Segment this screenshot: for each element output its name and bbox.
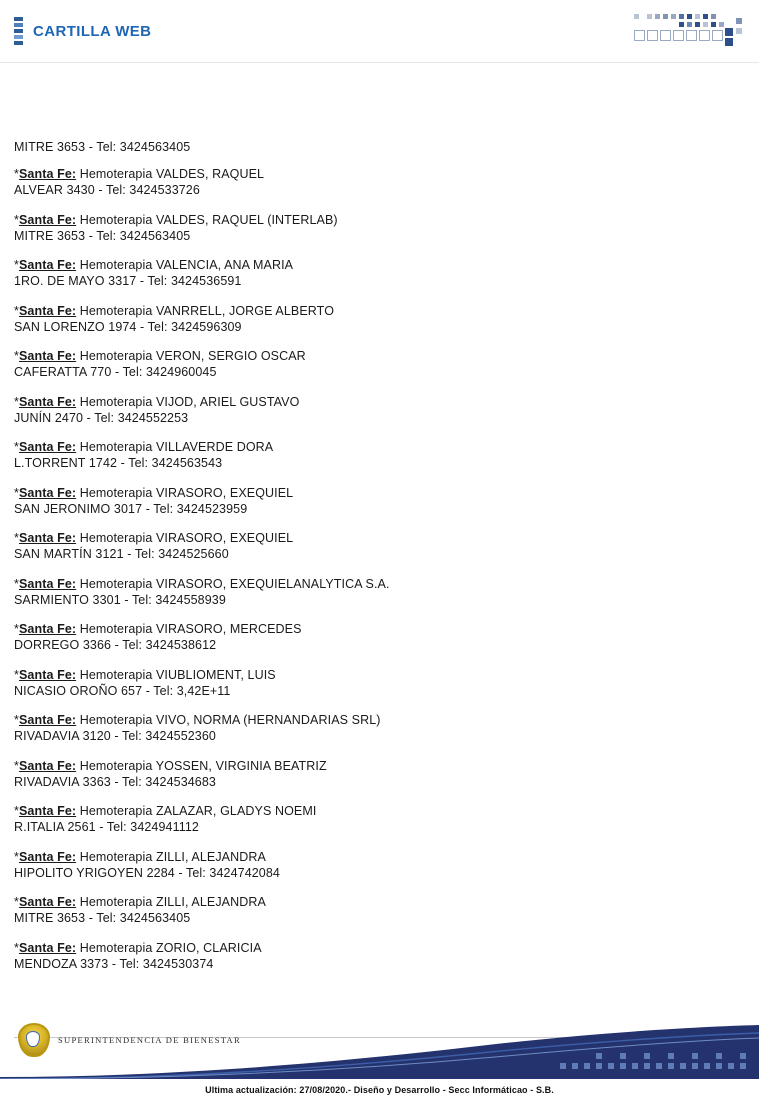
province-label: Santa Fe:	[18, 531, 77, 545]
provider-name: Hemoterapia ZILLI, ALEJANDRA	[79, 895, 266, 909]
provider-name-line	[14, 303, 745, 319]
footer-logo	[18, 1023, 241, 1057]
provider-name: Hemoterapia ZALAZAR, GLADYS NOEMI	[79, 804, 317, 818]
list-item	[14, 894, 745, 927]
provider-name-line	[14, 803, 745, 819]
province-label: Santa Fe:	[18, 303, 77, 318]
list-item	[14, 485, 745, 518]
asterisk-marker: *	[14, 394, 19, 409]
list-item	[14, 940, 745, 973]
asterisk-marker: *	[14, 713, 19, 727]
provider-address: SARMIENTO 3301 - Tel: 3424558939	[14, 592, 226, 607]
province-label: Santa Fe:	[18, 394, 77, 409]
asterisk-marker: *	[14, 303, 19, 318]
provider-name-line	[14, 257, 745, 273]
list-item	[14, 439, 745, 472]
provider-name: Hemoterapia VERON, SERGIO OSCAR	[79, 349, 306, 363]
province-label: Santa Fe:	[18, 667, 77, 682]
provider-address: ALVEAR 3430 - Tel: 3424533726	[14, 183, 200, 197]
page-title: CARTILLA WEB	[33, 22, 152, 40]
provider-name: Hemoterapia ZORIO, CLARICIA	[79, 940, 262, 955]
provider-name-line	[14, 530, 745, 546]
asterisk-marker: *	[14, 576, 19, 591]
provider-address: CAFERATTA 770 - Tel: 3424960045	[14, 365, 217, 379]
asterisk-marker: *	[14, 622, 19, 636]
list-item	[14, 166, 745, 199]
asterisk-marker: *	[14, 167, 19, 181]
list-item	[14, 803, 745, 836]
asterisk-marker: *	[14, 667, 19, 682]
province-label: Santa Fe:	[18, 485, 77, 500]
province-label: Santa Fe:	[18, 167, 77, 181]
provider-address: R.ITALIA 2561 - Tel: 3424941112	[14, 820, 199, 834]
provider-address: 1RO. DE MAYO 3317 - Tel: 3424536591	[14, 274, 242, 288]
provider-name-line	[14, 576, 745, 592]
asterisk-marker: *	[14, 940, 19, 955]
page-header	[0, 0, 759, 63]
asterisk-marker: *	[14, 804, 19, 818]
asterisk-marker: *	[14, 758, 19, 773]
province-label: Santa Fe:	[18, 258, 77, 272]
asterisk-marker: *	[14, 349, 19, 363]
list-item	[14, 621, 745, 654]
list-item	[14, 712, 745, 745]
provider-address: MITRE 3653 - Tel: 3424563405	[14, 911, 191, 925]
provider-address: L.TORRENT 1742 - Tel: 3424563543	[14, 456, 223, 470]
provider-name: Hemoterapia ZILLI, ALEJANDRA	[79, 849, 266, 864]
provider-address: RIVADAVIA 3363 - Tel: 3424534683	[14, 774, 216, 789]
provider-name-line	[14, 485, 745, 501]
provider-name-line	[14, 348, 745, 364]
continuation-address-line: MITRE 3653 - Tel: 3424563405	[14, 140, 191, 154]
province-label: Santa Fe:	[18, 895, 77, 909]
provider-name: Hemoterapia VANRRELL, JORGE ALBERTO	[79, 303, 335, 318]
provider-name-line	[14, 940, 745, 956]
provider-address: MITRE 3653 - Tel: 3424563405	[14, 228, 191, 243]
footer-credit-bar	[0, 1079, 759, 1101]
province-label: Santa Fe:	[18, 349, 77, 363]
list-item	[14, 849, 745, 882]
provider-name-line	[14, 621, 745, 637]
provider-name-line	[14, 394, 745, 410]
list-item	[14, 667, 745, 700]
provider-name: Hemoterapia YOSSEN, VIRGINIA BEATRIZ	[79, 758, 327, 773]
province-label: Santa Fe:	[18, 576, 77, 591]
pixel-blocks-icon	[634, 8, 749, 52]
provider-name: Hemoterapia VALDES, RAQUEL (INTERLAB)	[79, 212, 338, 227]
provider-name-line	[14, 439, 745, 455]
province-label: Santa Fe:	[18, 713, 77, 727]
asterisk-marker: *	[14, 531, 19, 545]
provider-address: HIPOLITO YRIGOYEN 2284 - Tel: 3424742084	[14, 865, 280, 880]
asterisk-marker: *	[14, 258, 19, 272]
province-label: Santa Fe:	[18, 804, 77, 818]
provider-address: SAN LORENZO 1974 - Tel: 3424596309	[14, 319, 242, 334]
document-page	[0, 62, 759, 1101]
provider-name: Hemoterapia VIRASORO, MERCEDES	[79, 622, 302, 636]
provider-address: DORREGO 3366 - Tel: 3424538612	[14, 638, 217, 652]
province-label: Santa Fe:	[18, 622, 77, 636]
footer-credit-text: Ultima actualización: 27/08/2020.- Diseño y Desarrollo - Secc Informáticao - S.B.	[205, 1085, 554, 1095]
listing-content	[14, 140, 745, 985]
provider-address: MENDOZA 3373 - Tel: 3424530374	[14, 956, 214, 971]
province-label: Santa Fe:	[18, 440, 77, 454]
provider-name-line	[14, 712, 745, 728]
provider-name-line	[14, 212, 745, 228]
stacked-bars-icon	[14, 17, 23, 45]
province-label: Santa Fe:	[18, 940, 77, 955]
list-item	[14, 576, 745, 609]
asterisk-marker: *	[14, 485, 19, 500]
list-item	[14, 530, 745, 563]
list-item	[14, 394, 745, 427]
provider-name: Hemoterapia VIJOD, ARIEL GUSTAVO	[79, 394, 300, 409]
brand	[14, 17, 151, 45]
provider-name-line	[14, 849, 745, 865]
provider-address: SAN MARTÍN 3121 - Tel: 3424525660	[14, 547, 229, 561]
provider-address: JUNÍN 2470 - Tel: 3424552253	[14, 410, 189, 425]
asterisk-marker: *	[14, 849, 19, 864]
provider-name: Hemoterapia VIRASORO, EXEQUIELANALYTICA S.A.	[79, 576, 390, 591]
list-item	[14, 303, 745, 336]
asterisk-marker: *	[14, 440, 19, 454]
provider-address: SAN JERONIMO 3017 - Tel: 3424523959	[14, 501, 248, 516]
provider-name: Hemoterapia VILLAVERDE DORA	[79, 440, 274, 454]
provider-name: Hemoterapia VIRASORO, EXEQUIEL	[79, 485, 294, 500]
asterisk-marker: *	[14, 212, 19, 227]
provider-address: NICASIO OROÑO 657 - Tel: 3,42E+11	[14, 683, 231, 698]
provider-list	[14, 166, 745, 973]
provider-name: Hemoterapia VIUBLIOMENT, LUIS	[79, 667, 276, 682]
footer-logo-text: SUPERINTENDENCIA DE BIENESTAR	[58, 1035, 241, 1045]
list-item	[14, 758, 745, 791]
provider-name-line	[14, 758, 745, 774]
provider-name: Hemoterapia VALENCIA, ANA MARIA	[79, 258, 294, 272]
provider-name: Hemoterapia VIRASORO, EXEQUIEL	[79, 531, 294, 545]
list-item	[14, 348, 745, 381]
page-footer	[0, 1023, 759, 1101]
provider-name-line	[14, 667, 745, 683]
asterisk-marker: *	[14, 895, 19, 909]
province-label: Santa Fe:	[18, 758, 77, 773]
provider-name-line	[14, 166, 745, 182]
list-item	[14, 212, 745, 245]
crest-icon	[18, 1023, 50, 1057]
list-item	[14, 257, 745, 290]
province-label: Santa Fe:	[18, 849, 77, 864]
provider-name: Hemoterapia VIVO, NORMA (HERNANDARIAS SRL)	[79, 713, 381, 727]
provider-name: Hemoterapia VALDES, RAQUEL	[79, 167, 265, 181]
province-label: Santa Fe:	[18, 212, 77, 227]
provider-address: RIVADAVIA 3120 - Tel: 3424552360	[14, 729, 216, 743]
provider-name-line	[14, 894, 745, 910]
